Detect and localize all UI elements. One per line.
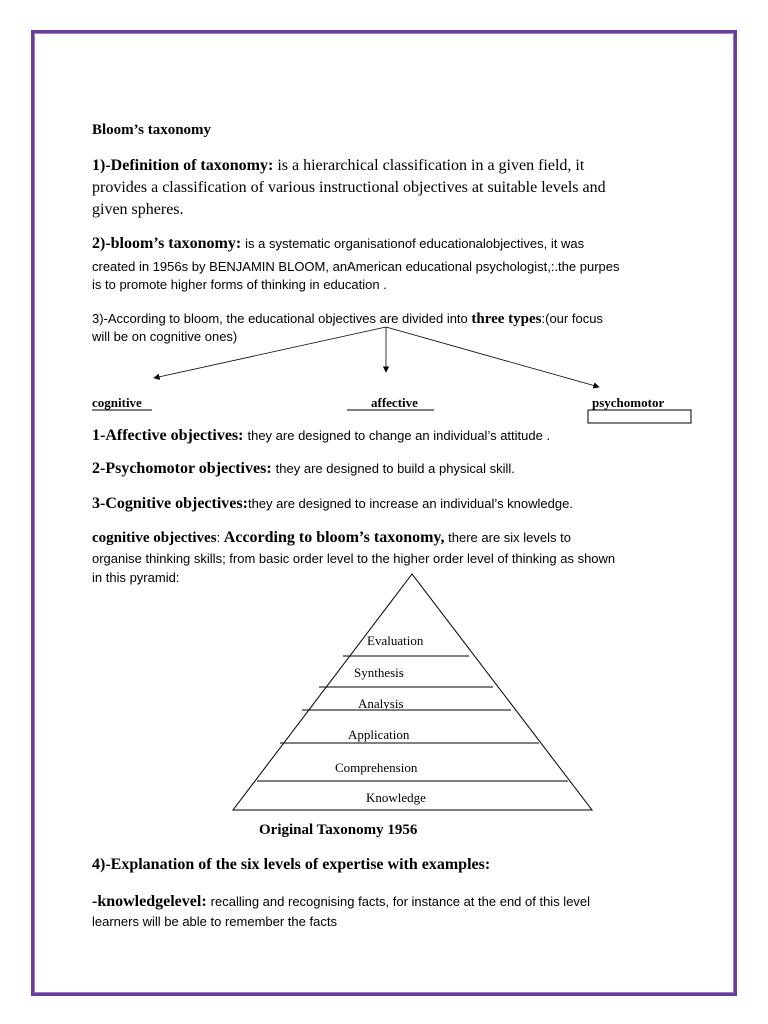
objective-label: 1-Affective objectives: xyxy=(92,427,248,444)
s3-post: :(our focus xyxy=(541,311,603,326)
objective-text: they are designed to build a physical skill. xyxy=(275,461,515,476)
cog-label: cognitive objectives xyxy=(92,530,217,546)
s1-label: 1)-Definition of taxonomy: xyxy=(92,157,278,174)
knowledge-line1 xyxy=(92,893,590,911)
s2-line3: is to promote higher forms of thinking in education . xyxy=(92,277,387,292)
cog-line2: organise thinking skills; from basic order level to the higher order level of thinking as shown xyxy=(92,551,616,566)
objective-text: they are designed to change an individual’s attitude . xyxy=(247,428,551,443)
cog-line3: in this pyramid: xyxy=(92,570,180,585)
knowledge-label: -knowledgelevel: xyxy=(92,893,211,910)
s1-body: is a hierarchical classification in a given field, it xyxy=(277,157,585,174)
objective-label: 2-Psychomotor objectives: xyxy=(92,460,276,477)
objective-text: they are designed to increase an individual’s knowledge. xyxy=(247,496,573,511)
s2-label: 2)-bloom’s taxonomy: xyxy=(92,235,246,252)
type-affective: affective xyxy=(371,395,418,410)
pyramid-level-synthesis: Synthesis xyxy=(354,665,404,680)
s2-line2: created in 1956s by BENJAMIN BLOOM, anAmerican educational psychologist,:.the purpes xyxy=(92,259,620,274)
objective-label: 3-Cognitive objectives: xyxy=(92,495,248,512)
s1-line2: provides a classification of various instructional objectives at suitable levels and xyxy=(92,179,606,196)
knowledge-line2: learners will be able to remember the facts xyxy=(92,914,337,929)
s2-body: is a systematic organisationof educationalobjectives, it was xyxy=(245,236,585,251)
pyramid-level-evaluation: Evaluation xyxy=(367,633,424,648)
knowledge-text: recalling and recognising facts, for instance at the end of this level xyxy=(210,894,591,909)
cog-emph: According to bloom’s taxonomy, xyxy=(223,529,445,546)
doc-title: Bloom’s taxonomy xyxy=(92,122,212,138)
pyramid-level-analysis: Analysis xyxy=(358,696,404,711)
cog-colon: : xyxy=(216,530,224,545)
s3-emph: three types xyxy=(471,311,542,327)
type-psychomotor: psychomotor xyxy=(592,395,665,410)
s3-line2: will be on cognitive ones) xyxy=(92,329,238,344)
s4-heading: 4)-Explanation of the six levels of expertise with examples: xyxy=(92,856,491,873)
s1-line3: given spheres. xyxy=(92,201,184,218)
pyramid-level-application: Application xyxy=(348,727,410,742)
cog-rest: there are six levels to xyxy=(444,530,571,545)
pyramid-caption: Original Taxonomy 1956 xyxy=(259,822,418,838)
type-cognitive: cognitive xyxy=(92,395,142,410)
pyramid-level-knowledge: Knowledge xyxy=(366,790,426,805)
s3-pre: 3)-According to bloom, the educational objectives are divided into xyxy=(92,311,472,326)
pyramid-level-comprehension: Comprehension xyxy=(335,760,418,775)
